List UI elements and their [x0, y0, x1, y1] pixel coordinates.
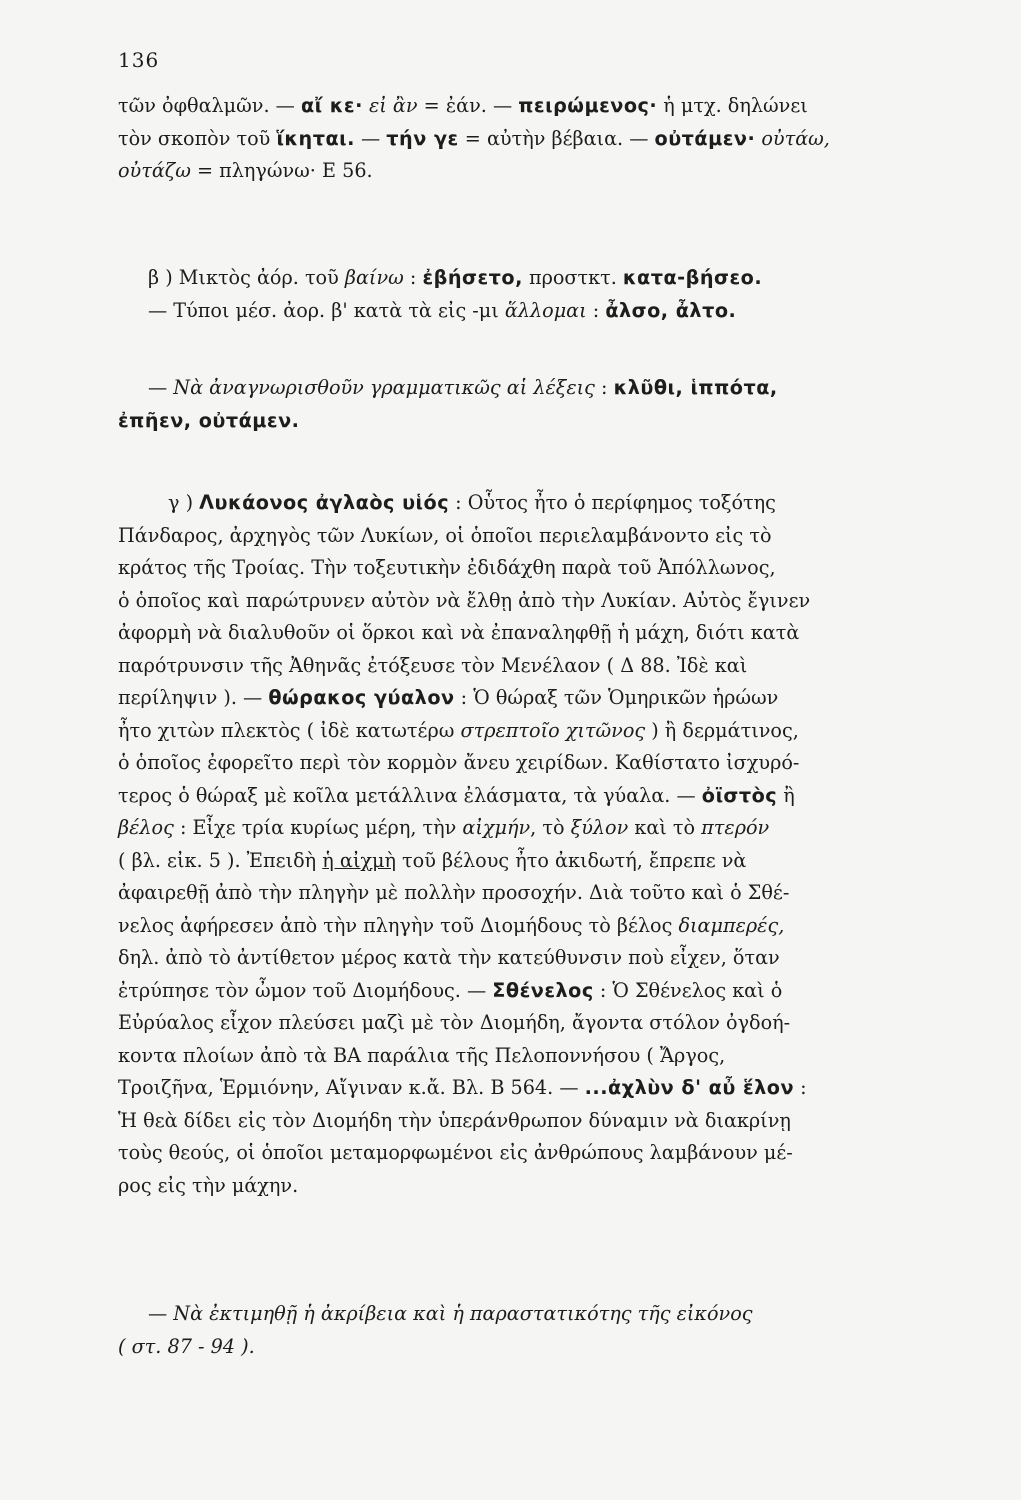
text-line [118, 90, 948, 123]
text-line [118, 295, 948, 328]
text-span: γ ) [168, 491, 200, 514]
headword: ὀϊστὸς [701, 783, 778, 807]
headword: ἐβήσετο, [422, 266, 523, 289]
text-span: : [586, 298, 606, 322]
text-span: = ἐάν. — [417, 94, 519, 117]
italic-span: Νὰ ἀναγνωρισθοῦν γραμματικῶς αἱ λέξεις [173, 376, 595, 399]
text-span: β ) Μικτὸς ἀόρ. τοῦ [148, 266, 345, 289]
headword: Λυκάονος ἀγλαὸς υἱός [199, 491, 450, 514]
text-line [118, 487, 948, 520]
text-line [118, 910, 948, 943]
text-span: ἢ [777, 783, 795, 807]
text-span: ἡ μτχ. δηλώνει [657, 94, 808, 117]
text-span: τῶν ὀφθαλμῶν. — [118, 94, 301, 117]
text-span: ἐτρύπησε τὸν ὦμον τοῦ Διομήδους. — [118, 978, 493, 1002]
italic-span: βαίνω [344, 266, 404, 289]
closing-exercise-paragraph [118, 1298, 948, 1363]
text-line: ὁ ὁποῖος καὶ παρώτρυνεν αὐτὸν νὰ ἔλθῃ ἀπὸ τὴν Λυκίαν. Αὐτὸς ἔγινεν [118, 588, 811, 612]
exercise-paragraph [118, 372, 948, 437]
italic-span: διαμπερές, [678, 913, 785, 937]
italic-span: εἰ ἂν [362, 94, 418, 117]
text-line [118, 155, 948, 188]
text-span: — [354, 126, 387, 150]
commentary-paragraph [118, 487, 948, 1202]
italic-span: ἅλλομαι [504, 298, 587, 322]
headword: οὐτάμεν· [654, 126, 756, 150]
text-line: Ἡ θεὰ δίδει εἰς τὸν Διομήδη τὴν ὑπεράνθρωπον δύναμιν νὰ διακρίνῃ [118, 1108, 791, 1132]
text-line [118, 845, 948, 878]
text-span: : Ὁ θώραξ τῶν Ὁμηρικῶν ἡρώων [454, 686, 779, 709]
text-span: = πληγώνω· Ε 56. [190, 159, 373, 182]
text-span: τοῦ βέλους ἦτο ἀκιδωτή, ἔπρεπε νὰ [395, 848, 747, 872]
underlined-span: ἡ αἰχμὴ [322, 848, 396, 872]
text-line: ἀφορμὴ νὰ διαλυθοῦν οἱ ὅρκοι καὶ νὰ ἐπαναληφθῇ ἡ μάχη, διότι κατὰ [118, 621, 800, 644]
text-line: Εὐρύαλος εἶχον πλεύσει μαζὶ μὲ τὸν Διομήδη, ἄγοντα στόλον ὀγδοή- [118, 1011, 791, 1034]
text-span: νελος ἀφήρεσεν ἀπὸ τὴν πληγὴν τοῦ Διομήδους τὸ βέλος [118, 913, 679, 937]
page-number: 136 [118, 48, 160, 72]
headword: τήν γε [386, 126, 459, 150]
text-span: καὶ τὸ [628, 816, 702, 839]
text-line [118, 715, 948, 748]
text-line [118, 1298, 948, 1331]
italic-span: βέλος [118, 816, 174, 839]
text-line: Πάνδαρος, ἀρχηγὸς τῶν Λυκίων, οἱ ὁποῖοι περιελαμβάνοντο εἰς τὸ [118, 523, 772, 547]
text-line: κράτος τῆς Τροίας. Τὴν τοξευτικὴν ἐδιδάχθη παρὰ τοῦ Ἀπόλλωνος, [118, 556, 776, 579]
headword: θώρακος γύαλον [268, 686, 455, 709]
text-span: — [148, 376, 174, 399]
italic-span: οὐτάω, [755, 126, 830, 150]
text-line [118, 372, 948, 405]
text-line: δηλ. ἀπὸ τὸ ἀντίθετον μέρος κατὰ τὴν κατεύθυνσιν ποὺ εἶχεν, ὅταν [118, 946, 780, 969]
text-span: — Τύποι μέσ. ἀορ. β' κατὰ τὰ εἰς -μι [148, 298, 505, 322]
text-span: : Ὁ Σθένελος καὶ ὁ [593, 978, 783, 1002]
text-line: ὁ ὁποῖος ἐφορεῖτο περὶ τὸν κορμὸν ἄνευ χειρίδων. Καθίστατο ἰσχυρό- [118, 751, 800, 774]
italic-span: ξύλον [570, 816, 629, 839]
headword: ἐπῆεν, οὐτάμεν. [118, 408, 300, 432]
headword: πειρώμενος· [518, 94, 658, 117]
headword: Σθένελος [492, 978, 594, 1002]
text-line [118, 123, 948, 156]
vocabulary-notes-paragraph [118, 90, 948, 188]
text-span: — [148, 1302, 174, 1325]
text-span: Τροιζῆνα, Ἑρμιόνην, Αἴγιναν κ.ἄ. Βλ. Β 564. — [118, 1076, 585, 1099]
text-line [118, 405, 948, 438]
text-span: : [594, 376, 614, 399]
text-line [118, 975, 948, 1008]
text-span: , τὸ [530, 816, 571, 839]
text-span: : Οὗτος ἦτο ὁ περίφημος τοξότης [449, 491, 776, 514]
text-line: τοὺς θεούς, οἱ ὁποῖοι μεταμορφωμένοι εἰς ἀνθρώπους λαμβάνουν μέ- [118, 1141, 793, 1164]
headword: αἴ κε· [300, 94, 363, 117]
italic-span: αἰχμήν [462, 816, 531, 839]
text-line [118, 812, 948, 845]
headword: ...ἀχλὺν δ' αὖ ἕλον [584, 1076, 795, 1099]
headword: ἆλσο, ἆλτο. [605, 298, 737, 322]
text-line: ρος εἰς τὴν μάχην. [118, 1173, 299, 1197]
text-line [118, 780, 948, 813]
text-span: προστκτ. [522, 266, 623, 289]
text-span: = αὐτὴν βέβαια. — [458, 126, 655, 150]
text-line: κοντα πλοίων ἀπὸ τὰ ΒΑ παράλια τῆς Πελοποννήσου ( Ἄργος, [118, 1043, 726, 1067]
text-span: τερος ὁ θώραξ μὲ κοῖλα μετάλλινα ἐλάσματα, τὰ γύαλα. — [118, 783, 702, 807]
text-span: ἦτο χιτὼν πλεκτὸς ( ἰδὲ κατωτέρω [118, 718, 461, 742]
headword: ἵκηται. [276, 126, 355, 150]
text-line [118, 1331, 948, 1364]
italic-span: ( στ. 87 - 94 ). [118, 1334, 255, 1358]
italic-span: πτερόν [701, 816, 770, 839]
text-span: τὸν σκοπὸν τοῦ [118, 126, 277, 150]
text-line: παρότρυνσιν τῆς Ἀθηνᾶς ἐτόξευσε τὸν Μενέλαον ( Δ 88. Ἰδὲ καὶ [118, 653, 748, 677]
headword: κλῦθι, ἱππότα, [613, 376, 778, 399]
headword: κατα-βήσεο. [622, 266, 763, 289]
text-line [118, 682, 948, 715]
grammar-note-paragraph [118, 262, 948, 327]
text-span: ) ἢ δερμάτινος, [645, 718, 799, 742]
text-line [118, 262, 948, 295]
text-line: ἀφαιρεθῇ ἀπὸ τὴν πληγὴν μὲ πολλὴν προσοχήν. Διὰ τοῦτο καὶ ὁ Σθέ- [118, 881, 790, 904]
italic-span: Νὰ ἐκτιμηθῇ ἡ ἀκρίβεια καὶ ἡ παραστατικότης τῆς εἰκόνος [173, 1302, 753, 1325]
text-span: : [794, 1076, 807, 1099]
text-span: : [403, 266, 423, 289]
text-span: : Εἶχε τρία κυρίως μέρη, τὴν [173, 816, 463, 839]
text-span: ( βλ. εἰκ. 5 ). Ἐπειδὴ [118, 848, 323, 872]
text-span: περίληψιν ). — [118, 686, 269, 709]
italic-span: οὐτάζω [118, 159, 191, 182]
italic-span: στρεπτοῖο χιτῶνος [460, 718, 646, 742]
text-line [118, 1072, 948, 1105]
